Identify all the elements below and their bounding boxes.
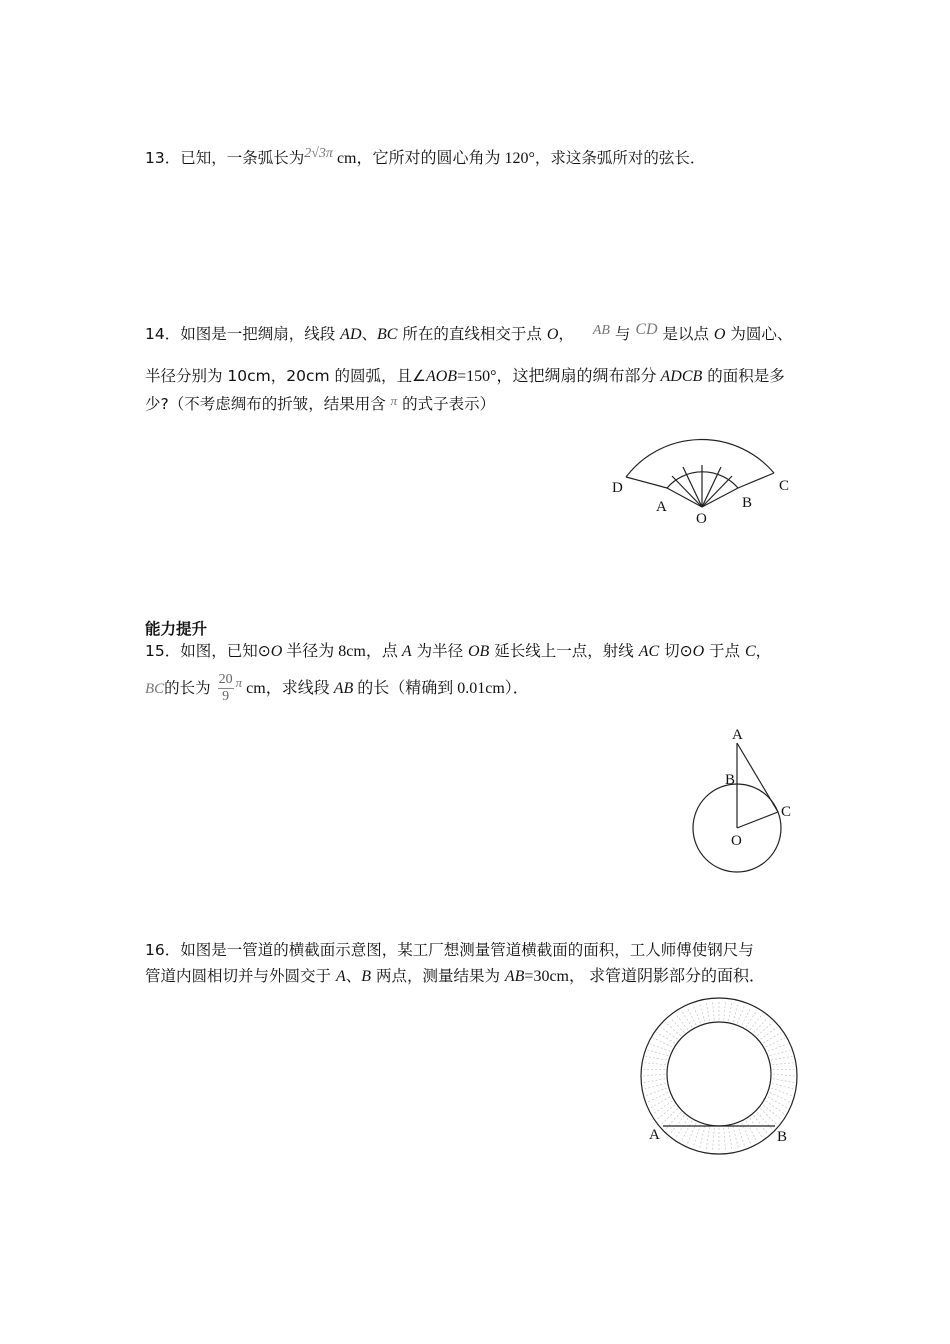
- pipe-shade-line: [650, 1044, 670, 1051]
- pipe-shade-line: [706, 1127, 710, 1151]
- pipe-shade-line: [665, 1022, 681, 1036]
- question-number: 14．: [145, 325, 181, 343]
- pipe-shade-line: [737, 1125, 745, 1148]
- fan-label-B: B: [742, 495, 753, 511]
- text: 已知，一条弧长为: [180, 149, 305, 167]
- text: 的式子表示）: [397, 395, 496, 413]
- tangent-label-O: O: [731, 833, 742, 849]
- fan-label-C: C: [779, 478, 790, 494]
- question-number: 16．: [145, 941, 181, 959]
- pipe-shade-line: [773, 1079, 795, 1083]
- section-heading: 能力提升: [145, 620, 208, 638]
- fan-label-A: A: [656, 499, 667, 515]
- text: 与: [609, 325, 636, 343]
- question-14-line-1: [145, 323, 792, 347]
- text: ，: [755, 642, 772, 660]
- pipe-shade-line: [733, 1126, 739, 1149]
- text: 少?（不考虑绸布的折皱，结果用含: [145, 395, 391, 413]
- pipe-label-B: B: [777, 1129, 788, 1145]
- pipe-shade-line: [657, 1105, 675, 1120]
- pipe-shade-line: [772, 1083, 794, 1089]
- text: 的长（精确到 0.01cm）．: [353, 680, 529, 697]
- pipe-shade-line: [670, 1018, 684, 1033]
- pipe-shade-line: [733, 1003, 739, 1022]
- pipe-shade-line: [687, 1007, 696, 1025]
- pipe-shade-line: [770, 1050, 791, 1056]
- pipe-shade-line: [657, 1032, 675, 1043]
- tangent-label-B: B: [725, 772, 736, 788]
- question-15-line-1: [145, 640, 771, 663]
- text: 管道内圆相切并与外圆交于: [145, 967, 336, 985]
- fraction-denominator: 9: [222, 689, 230, 704]
- question-15-line-2: [145, 668, 529, 708]
- question-13: [145, 147, 705, 171]
- text: 切⊙: [659, 642, 693, 660]
- fan-label-D: D: [612, 480, 623, 496]
- point-label: A: [335, 968, 346, 985]
- pipe-shade-line: [681, 1010, 692, 1027]
- text: ，: [558, 325, 574, 343]
- text: cm，求线段: [242, 680, 334, 697]
- text: 是以点: [657, 325, 714, 343]
- point-label: A: [401, 643, 412, 660]
- pipe-shade-line: [760, 1027, 777, 1039]
- pipe-shade-line: [653, 1101, 672, 1114]
- pipe-shade-line: [644, 1083, 666, 1089]
- fan-inner-arc: [667, 472, 738, 488]
- fan-edge-BC: [738, 473, 774, 488]
- pipe-shade-line: [643, 1074, 665, 1076]
- tangent-label-C: C: [781, 804, 792, 820]
- pipe-shade-line: [771, 1056, 792, 1060]
- arc-label: AB: [592, 323, 610, 338]
- pipe-shade-line: [646, 1056, 667, 1060]
- fan-label-O: O: [696, 511, 707, 527]
- text: =150°，这把绸扇的绸布部分: [457, 368, 661, 385]
- segment-label: OB: [468, 643, 490, 660]
- region-label: ADCB: [660, 368, 703, 385]
- text: 如图是一管道的横截面示意图，某工厂想测量管道横截面的面积，工人师傅使钢尺与: [180, 941, 754, 959]
- pipe-shade-line: [661, 1027, 678, 1039]
- point-label: O: [692, 643, 705, 660]
- question-16-line-2: [145, 965, 765, 988]
- segment-label: AC: [638, 643, 660, 660]
- text: 所在的直线相交于点: [397, 325, 547, 343]
- pipe-shade-line: [724, 1128, 726, 1152]
- text: =30cm， 求管道阴影部分的面积．: [524, 968, 765, 985]
- pipe-shade-line: [742, 1123, 751, 1145]
- pipe-shade-line: [750, 1118, 763, 1138]
- pipe-shade-line: [737, 1005, 745, 1024]
- pipe-shade-line: [768, 1044, 788, 1051]
- point-label: B: [361, 968, 372, 985]
- text: 于点: [704, 642, 745, 660]
- arc-label: CD: [635, 321, 658, 338]
- pipe-shade-line: [665, 1112, 681, 1130]
- pi-symbol: π: [390, 393, 398, 408]
- pipe-shade-line: [712, 1000, 714, 1020]
- pipe-shade-line: [766, 1101, 785, 1114]
- pipe-shade-line: [670, 1115, 684, 1134]
- pipe-shade-line: [763, 1032, 781, 1043]
- segment-label: AD: [340, 326, 362, 343]
- pipe-shade-line: [754, 1115, 768, 1134]
- text: 两点，测量结果为: [371, 967, 505, 985]
- fraction: [218, 672, 234, 705]
- pi-symbol: π: [235, 675, 243, 690]
- point-label: O: [546, 326, 559, 343]
- segment-label: AB: [504, 968, 525, 985]
- angle-label: AOB: [425, 368, 458, 385]
- pipe-shade-line: [648, 1092, 669, 1102]
- pipe-shade-line: [661, 1109, 678, 1125]
- pipe-label-A: A: [649, 1127, 660, 1143]
- pipe-inner-circle: [667, 1022, 771, 1126]
- text: 、: [345, 967, 362, 985]
- pipe-shade-line: [728, 1127, 732, 1151]
- pipe-shade-line: [754, 1018, 768, 1033]
- pipe-shade-line: [773, 1074, 795, 1076]
- circle-O: [693, 784, 781, 872]
- text: 、: [361, 325, 378, 343]
- pipe-shade-line: [653, 1038, 672, 1047]
- pipe-shade-line: [712, 1128, 714, 1152]
- segment-label: BC: [377, 326, 398, 343]
- question-16-line-1: [145, 939, 754, 961]
- fraction-numerator: 20: [218, 672, 233, 687]
- question-14-line-2: [145, 365, 785, 388]
- pipe-shade-line: [646, 1088, 667, 1096]
- pipe-shade-line: [675, 1118, 688, 1138]
- pipe-shade-line: [760, 1109, 777, 1125]
- pipe-shade-line: [681, 1121, 692, 1142]
- pipe-shading: [643, 1000, 795, 1152]
- pipe-shade-line: [757, 1022, 773, 1036]
- angle-value: 120°: [504, 150, 535, 167]
- text: 延长线上一点，射线: [489, 642, 639, 660]
- pipe-shade-line: [706, 1001, 710, 1021]
- question-number: 15．: [145, 642, 181, 660]
- math-expression: 2√3π: [304, 146, 333, 161]
- text: 如图是一把绸扇，线段: [180, 325, 341, 343]
- question-number: 13．: [145, 149, 181, 167]
- pipe-shade-line: [763, 1105, 781, 1120]
- pipe-shade-line: [768, 1097, 788, 1108]
- text: 半径分别为 10cm，20cm 的圆弧，且∠: [145, 367, 426, 385]
- pipe-shade-line: [771, 1088, 792, 1096]
- tangent-AC: [737, 743, 778, 812]
- pipe-shade-line: [750, 1014, 763, 1030]
- pipe-shade-line: [746, 1121, 757, 1142]
- pipe-shade-line: [650, 1097, 670, 1108]
- pipe-shade-line: [699, 1003, 705, 1022]
- text: 的长为: [164, 679, 211, 697]
- pipe-shade-line: [699, 1126, 705, 1149]
- pipe-shade-line: [693, 1005, 701, 1024]
- pipe-shade-line: [643, 1079, 665, 1083]
- pipe-shade-line: [724, 1000, 726, 1020]
- text: 为半径: [411, 642, 468, 660]
- segment-label: AB: [333, 680, 354, 697]
- pipe-shade-line: [644, 1063, 666, 1065]
- text: 如图，已知⊙: [180, 642, 271, 660]
- pipe-shade-line: [772, 1063, 794, 1065]
- text: 半径为 8cm，点: [282, 643, 402, 660]
- fan-ribs: [667, 465, 738, 507]
- pipe-shade-line: [693, 1125, 701, 1148]
- point-label: C: [744, 643, 756, 660]
- tangent-label-A: A: [732, 727, 743, 743]
- pipe-shade-line: [728, 1001, 732, 1021]
- pipe-shade-line: [770, 1092, 791, 1102]
- question-14-line-3: [145, 393, 495, 416]
- text: cm，它所对的圆心角为: [332, 150, 505, 167]
- fan-outer-arc: [626, 440, 774, 477]
- fan-edge-AD: [626, 477, 667, 488]
- radius-OC: [737, 812, 778, 828]
- pipe-shade-line: [648, 1050, 669, 1056]
- point-label: O: [270, 643, 283, 660]
- arc-label: BC: [145, 681, 165, 697]
- pipe-shade-line: [675, 1014, 688, 1030]
- pipe-shade-line: [742, 1007, 751, 1025]
- text: 为圆心、: [725, 325, 793, 343]
- pipe-shade-line: [687, 1123, 696, 1145]
- text: 的面积是多: [702, 367, 785, 385]
- pipe-shade-line: [746, 1010, 757, 1027]
- point-label: O: [713, 326, 726, 343]
- pipe-shade-line: [766, 1038, 785, 1047]
- pipe-shade-line: [757, 1112, 773, 1130]
- pipe-outer-circle: [641, 998, 797, 1154]
- text: ，求这条弧所对的弦长．: [534, 149, 706, 167]
